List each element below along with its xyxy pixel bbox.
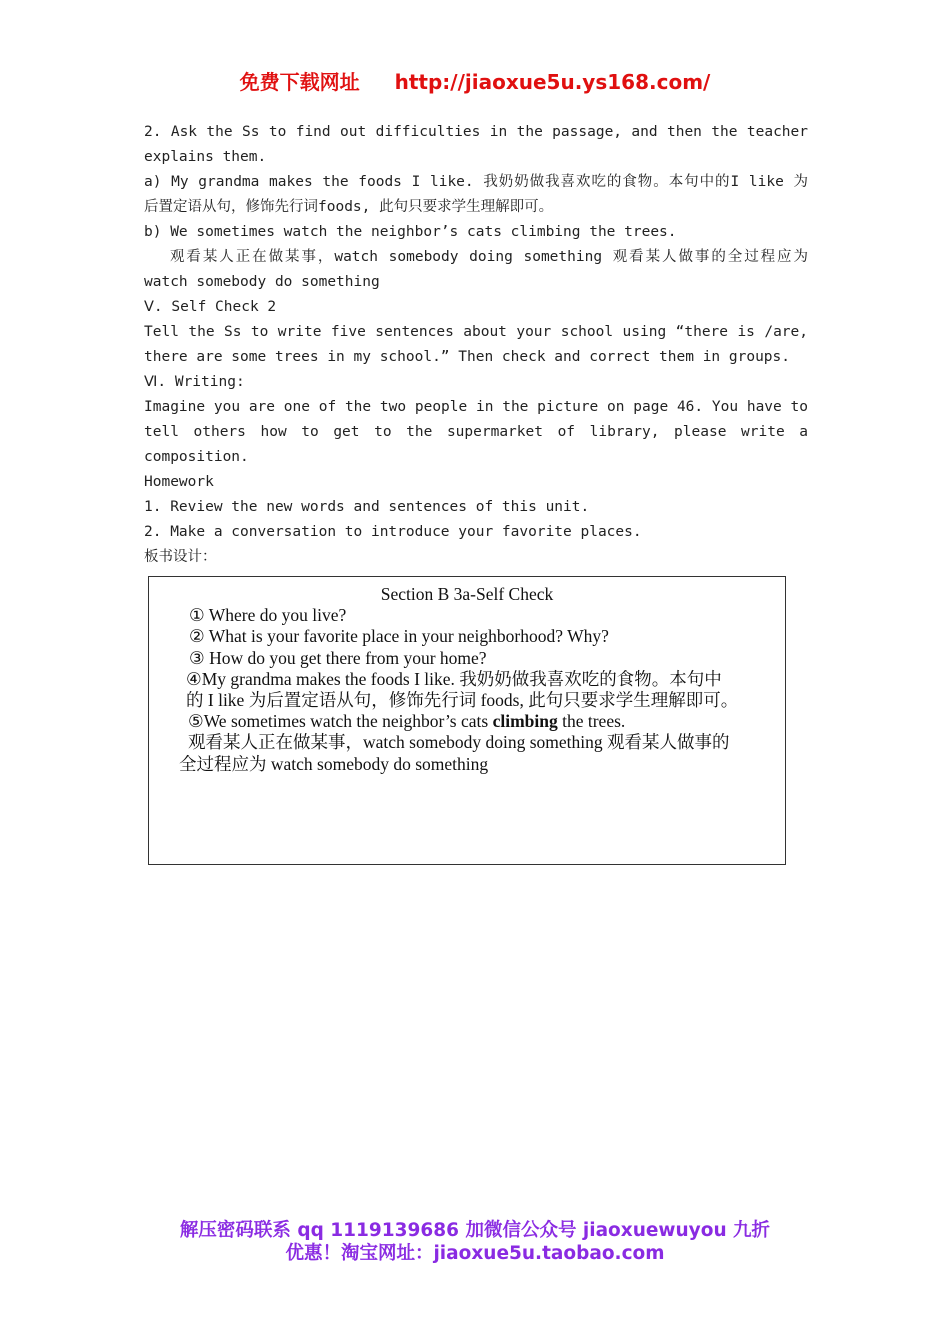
board-text: ⑤We sometimes watch the neighbor’s cats xyxy=(188,711,493,732)
text-line: 观看某人正在做某事，watch somebody doing something 观看某人做事的全过程应为 xyxy=(170,249,808,265)
board-line: ① Where do you live? xyxy=(189,605,347,626)
text-line: 2. Make a conversation to introduce your favorite places. xyxy=(144,524,642,540)
board-line: ② What is your favorite place in your neighborhood? Why? xyxy=(189,626,609,647)
text-line: there are some trees in my school.” Then check and correct them in groups. xyxy=(144,349,791,365)
text-line: watch somebody do something xyxy=(144,274,380,290)
section-heading: Ⅵ. Writing: xyxy=(144,374,245,390)
text-line: Tell the Ss to write five sentences about your school using “there is /are, xyxy=(144,324,808,340)
footer-line-1: 解压密码联系 qq 1119139686 加微信公众号 jiaoxuewuyou 九折 xyxy=(179,1220,771,1241)
text-line: composition. xyxy=(144,449,249,465)
section-heading: Homework xyxy=(144,474,214,490)
footer-line-2: 优惠！淘宝网址：jiaoxue5u.taobao.com xyxy=(285,1243,665,1264)
text-line: b) We sometimes watch the neighbor’s cats climbing the trees. xyxy=(144,224,677,240)
board-title: Section B 3a-Self Check xyxy=(380,584,554,604)
board-line: ④My grandma makes the foods I like. 我奶奶做我喜欢吃的食物。本句中 xyxy=(186,668,722,689)
text-line: tell others how to get to the supermarket of library, please write a xyxy=(144,424,808,440)
text-line: 2. Ask the Ss to find out difficulties in the passage, and then the teacher xyxy=(144,124,808,140)
text-line: 后置定语从句，修饰先行词foods, 此句只要求学生理解即可。 xyxy=(144,199,554,215)
header-url-link[interactable]: http://jiaoxue5u.ys168.com/ xyxy=(394,70,711,94)
board-bold-word: climbing xyxy=(492,711,558,732)
document-body xyxy=(144,120,808,570)
board-line: 全过程应为 watch somebody do something xyxy=(179,753,489,774)
page-header xyxy=(0,66,950,95)
header-label: 免费下载网址 xyxy=(239,70,360,94)
text-line: 1. Review the new words and sentences of this unit. xyxy=(144,499,590,515)
board-design-heading: 板书设计： xyxy=(144,549,217,565)
board-line xyxy=(149,711,785,732)
board-design-box xyxy=(148,576,786,865)
section-heading: Ⅴ. Self Check 2 xyxy=(144,299,277,315)
board-text: the trees. xyxy=(557,711,626,732)
text-line: a) My grandma makes the foods I like. 我奶奶做我喜欢吃的食物。本句中的I like 为 xyxy=(144,174,808,190)
text-line: explains them. xyxy=(144,149,267,165)
board-line: 的 I like 为后置定语从句，修饰先行词 foods, 此句只要求学生理解即可。 xyxy=(186,690,739,711)
text-line: Imagine you are one of the two people in the picture on page 46. You have to xyxy=(144,399,808,415)
board-line: ③ How do you get there from your home? xyxy=(189,647,487,668)
board-line: 观看某人正在做某事，watch somebody doing something 观看某人做事的 xyxy=(188,732,730,753)
